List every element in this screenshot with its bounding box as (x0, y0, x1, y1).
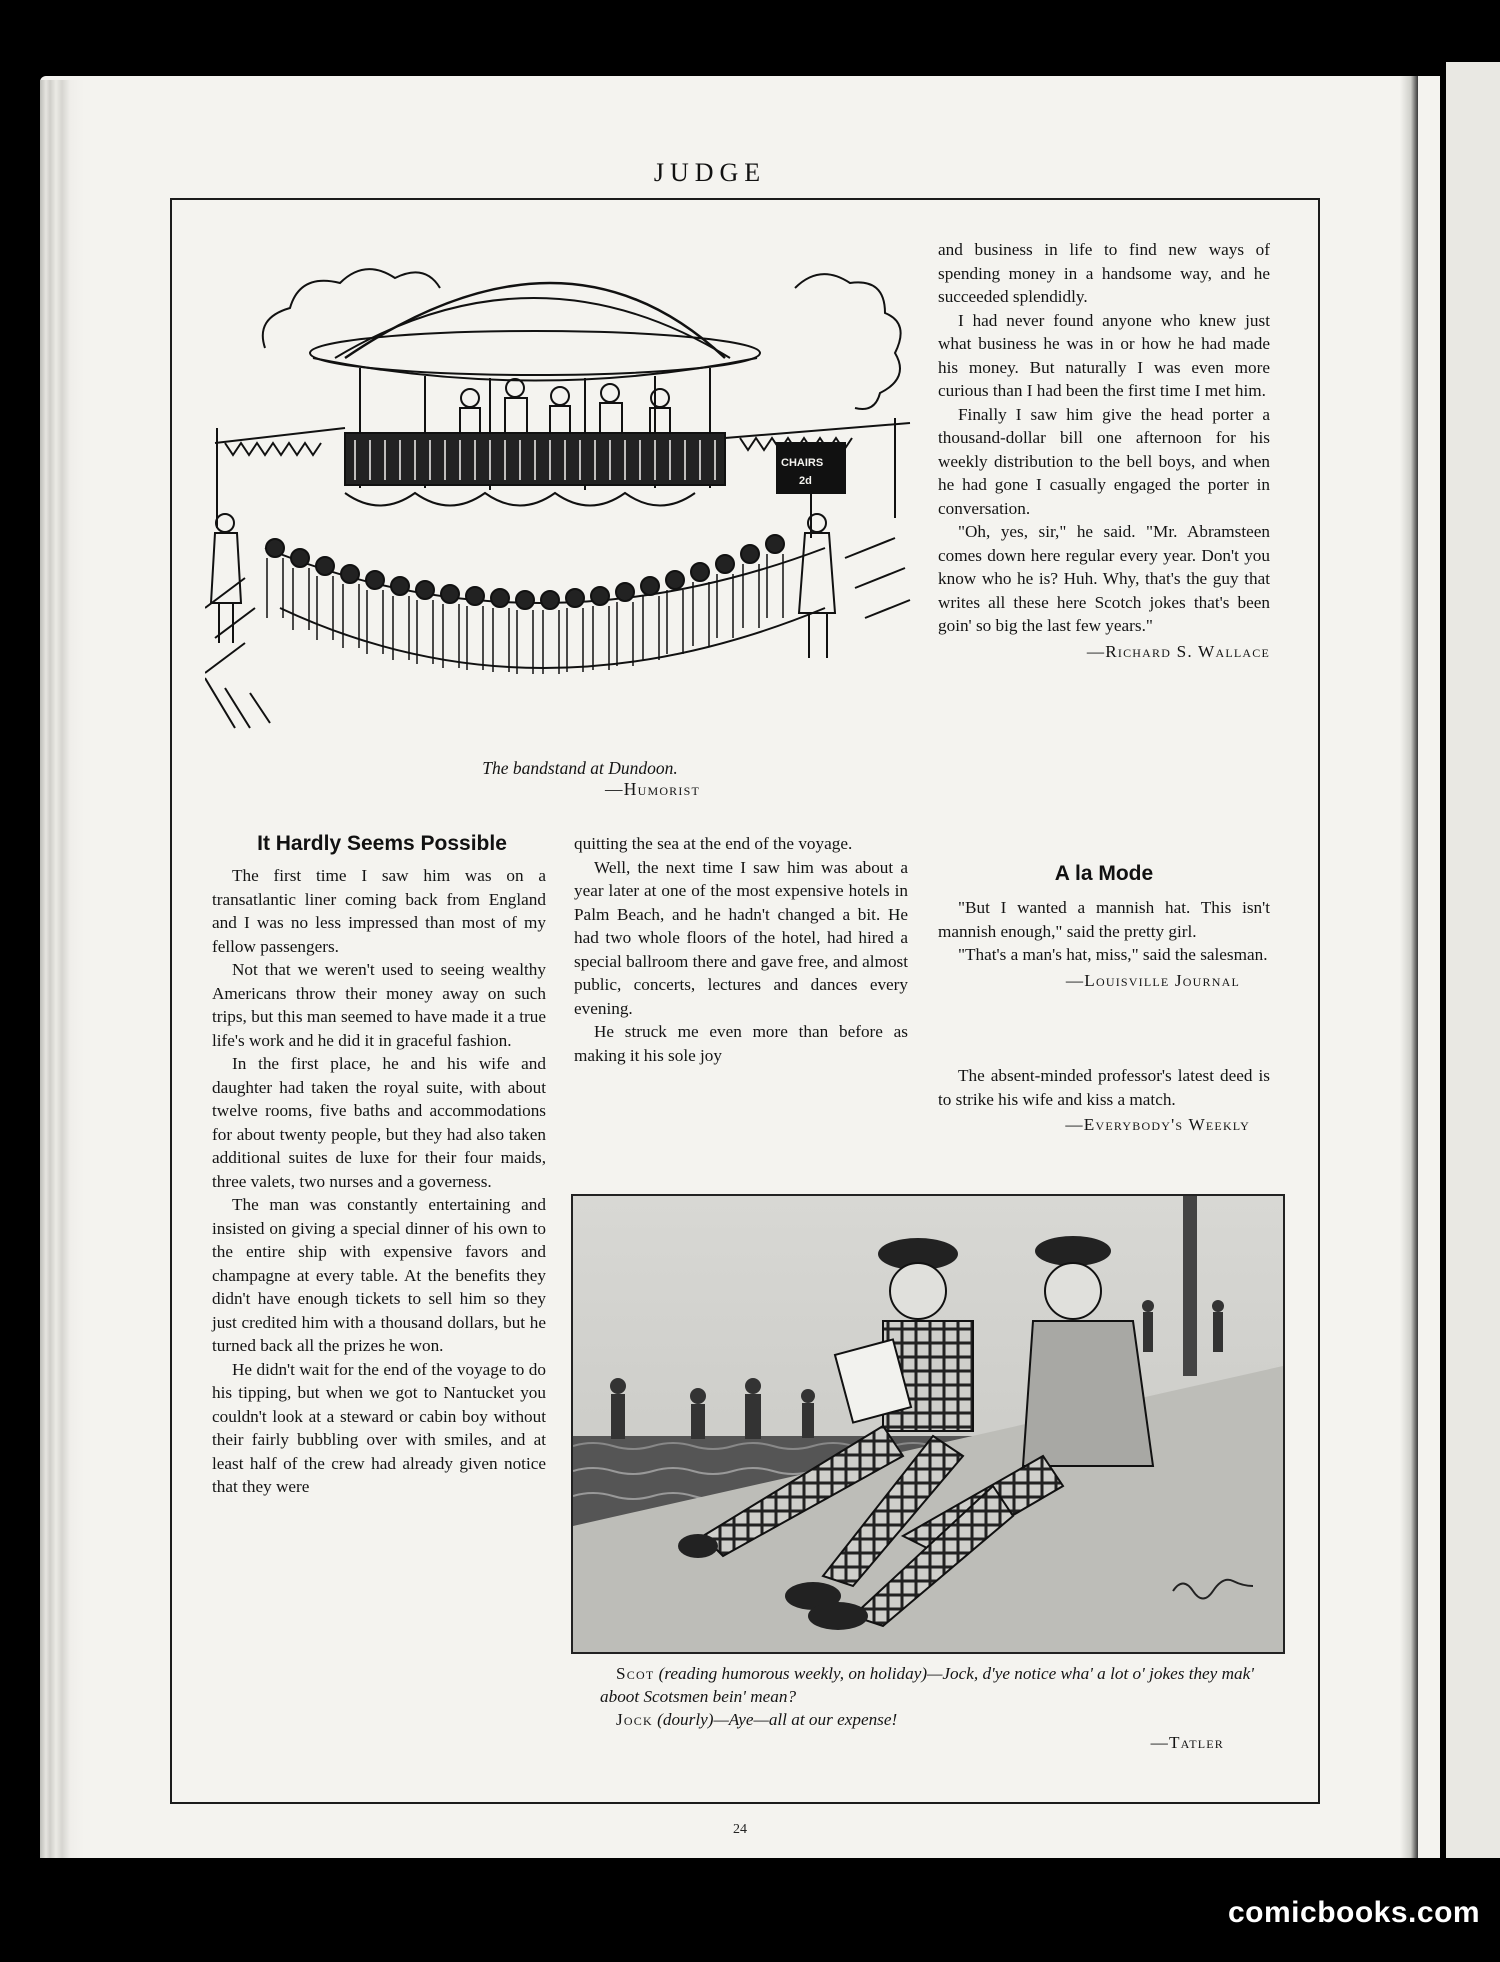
article3-credit: —Everybody's Weekly (1065, 1115, 1250, 1134)
article1-paragraph: I had never found anyone who knew just what business he was in or how he had made his money. But naturally I was even more curious than I had been the first time I met him. (938, 310, 1270, 400)
article1-credit: —Richard S. Wallace (1086, 641, 1270, 661)
article1-paragraph: He struck me even more than before as making it his sole joy (574, 1022, 908, 1065)
article2-paragraph: "That's a man's hat, miss," said the salesman. (958, 945, 1268, 964)
article1-paragraph: The man was constantly entertaining and insisted on giving a special dinner of his own to the entire ship with expensive favors and champagne at every table. At the benefits they didn't have enough tickets to sell him so they just credited him with a thousand dollars, but he turned back all the prizes he won. (212, 1195, 546, 1355)
page-number: 24 (733, 1822, 747, 1837)
running-head: JUDGE (653, 158, 767, 187)
article3-body (938, 1064, 1270, 1137)
article3-paragraph: The absent-minded professor's latest deed is to strike his wife and kiss a match. (938, 1066, 1270, 1109)
scotsmen-caption (600, 1662, 1260, 1754)
site-watermark: comicbooks.com (1228, 1896, 1481, 1929)
facing-page-edge (1446, 62, 1500, 1858)
svg-text:CHAIRS: CHAIRS (781, 457, 824, 469)
article1-paragraph: The first time I saw him was on a transatlantic liner coming back from England and I was no less impressed than most of my fellow passengers. (212, 866, 546, 956)
article-title-it-hardly-seems-possible: It Hardly Seems Possible (257, 832, 507, 855)
scotsmen-on-beach-cartoon-icon (573, 1196, 1283, 1652)
caption-line-2: (dourly)—Aye—all at our expense! (657, 1710, 898, 1729)
bandstand-illustration (205, 228, 920, 758)
article1-paragraph: and business in life to find new ways of spending money in a handsome way, and he succeeded splendidly. (938, 240, 1270, 306)
bandstand-caption (380, 758, 780, 800)
article1-paragraph: Finally I saw him give the head porter a thousand-dollar bill one afternoon for his weekly distribution to the bell boys, and when he had gone I casually engaged the porter in conversation. (938, 404, 1270, 518)
article1-column-3 (938, 238, 1270, 663)
page-stack-edges (40, 80, 84, 1858)
caption-speaker-jock: Jock (616, 1710, 653, 1729)
article1-paragraph: quitting the sea at the end of the voyage. (574, 834, 853, 853)
caption-line-1: (reading humorous weekly, on holiday)—Jock, d'ye notice wha' a lot o' jokes they mak' aboot Scotsmen bein' mean? (600, 1664, 1254, 1706)
article1-paragraph: In the first place, he and his wife and daughter had taken the royal suite, with about twelve rooms, five baths and accommodations for about twenty people, but they had also taken additional suites de luxe for their four maids, three valets, two nurses and a governess. (212, 1054, 546, 1191)
article1-column-2 (574, 832, 908, 1067)
article1-column-1 (212, 864, 546, 1499)
scotsmen-illustration (571, 1194, 1285, 1654)
bandstand-credit: —Humorist (605, 779, 700, 799)
article-title-a-la-mode: A la Mode (1054, 862, 1154, 885)
article1-paragraph: "Oh, yes, sir," he said. "Mr. Abramsteen comes down here regular every year. Don't you know who he is? Huh. Why, that's the guy that writes all these here Scotch jokes that's been goin' so big the last few years." (938, 522, 1270, 635)
scotsmen-credit: —Tatler (1150, 1733, 1224, 1752)
article2-paragraph: "But I wanted a mannish hat. This isn't mannish enough," said the pretty girl. (938, 898, 1270, 941)
article1-paragraph: Well, the next time I saw him was about a year later at one of the most expensive hotels in Palm Beach, and he hadn't changed a bit. He had two whole floors of the hotel, had hired a special ballroom there and gave free, and almost public, concerts, lectures and dances every evening. (574, 857, 908, 1018)
binding-gutter (1400, 76, 1418, 1858)
article2-credit: —Louisville Journal (1065, 970, 1240, 990)
article1-paragraph: He didn't wait for the end of the voyage to do his tipping, but when we got to Nantucket you couldn't look at a steward or cabin boy without their fairly bubbling over with smiles, and at least half of the crew had already given notice that they were (212, 1359, 546, 1496)
caption-speaker-scot: Scot (616, 1664, 655, 1683)
bandstand-caption-text: The bandstand at Dundoon. (482, 758, 678, 778)
article2-body (938, 896, 1270, 992)
svg-text:2d: 2d (799, 475, 812, 487)
article1-paragraph: Not that we weren't used to seeing wealthy Americans throw their money away on such trips, but this man seemed to have made it a true life's work and he did it in graceful fashion. (212, 960, 546, 1050)
bandstand-cartoon-icon (205, 228, 920, 758)
